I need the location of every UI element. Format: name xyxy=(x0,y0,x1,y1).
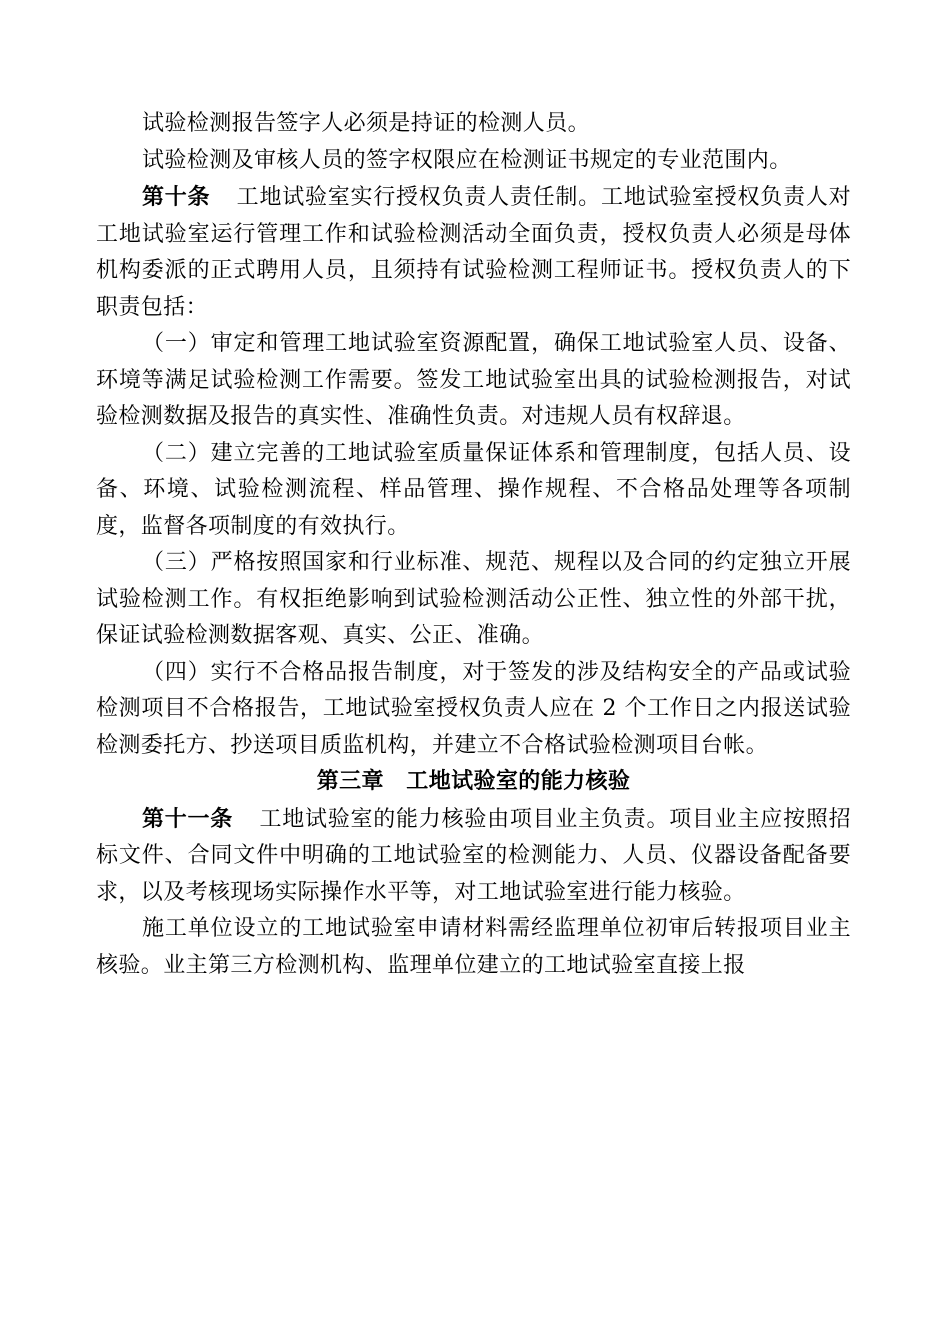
article-10-item-4: （四）实行不合格品报告制度，对于签发的涉及结构安全的产品或试验检测项目不合格报告，工地试验室授权负责人应在 2 个工作日之内报送试验检测委托方、抄送项目质监机构，并建立不合格试验检测项目台帐。 xyxy=(96,659,851,758)
article-10-item-2: （二）建立完善的工地试验室质量保证体系和管理制度，包括人员、设备、环境、试验检测流程、样品管理、操作规程、不合格品处理等各项制度，监督各项制度的有效执行。 xyxy=(96,440,851,539)
article-11 xyxy=(96,801,851,912)
paragraph-signature-scope: 试验检测及审核人员的签字权限应在检测证书规定的专业范围内。 xyxy=(142,147,792,173)
paragraph-signatory: 试验检测报告签字人必须是持证的检测人员。 xyxy=(142,111,591,136)
article-10 xyxy=(96,179,851,326)
article-11-label: 第十一条 xyxy=(142,805,234,832)
article-11-text: 工地试验室的能力核验由项目业主负责。项目业主应按照招标文件、合同文件中明确的工地试验室的检测能力、人员、仪器设备配备要求，以及考核现场实际操作水平等，对工地试验室进行能力核验。 xyxy=(96,806,851,905)
paragraph-application-review: 施工单位设立的工地试验室申请材料需经监理单位初审后转报项目业主核验。业主第三方检测机构、监理单位建立的工地试验室直接上报 xyxy=(96,916,851,978)
document-body xyxy=(96,106,851,984)
article-10-text: 工地试验室实行授权负责人责任制。工地试验室授权负责人对工地试验室运行管理工作和试验检测活动全面负责，授权负责人必须是母体机构委派的正式聘用人员，且须持有试验检测工程师证书。授权负责人的下职责包括： xyxy=(96,185,852,320)
chapter-3-title: 第三章 工地试验室的能力核验 xyxy=(316,769,631,794)
article-10-label: 第十条 xyxy=(142,184,211,210)
article-10-item-1: （一）审定和管理工地试验室资源配置，确保工地试验室人员、设备、环境等满足试验检测工作需要。签发工地试验室出具的试验检测报告，对试验检测数据及报告的真实性、准确性负责。对违规人员有权辞退。 xyxy=(96,331,851,429)
article-10-item-3: （三）严格按照国家和行业标准、规范、规程以及合同的约定独立开展试验检测工作。有权拒绝影响到试验检测活动公正性、独立性的外部干扰，保证试验检测数据客观、真实、公正、准确。 xyxy=(96,550,851,648)
